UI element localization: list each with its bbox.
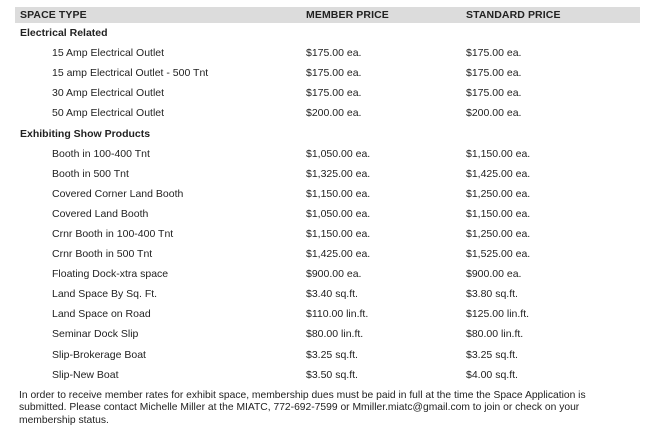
member-price-cell: $3.40 sq.ft. (306, 288, 358, 301)
standard-price-cell: $3.80 sq.ft. (466, 288, 518, 301)
table-row (15, 83, 640, 103)
standard-price-cell: $1,150.00 ea. (466, 207, 531, 220)
pricing-table (15, 7, 640, 385)
space-type-cell: 15 Amp Electrical Outlet (52, 47, 165, 60)
table-row (15, 224, 640, 244)
pricing-document (15, 7, 640, 427)
space-type-cell: 50 Amp Electrical Outlet (52, 107, 165, 120)
standard-price-cell: $1,250.00 ea. (466, 187, 531, 200)
table-header-row (15, 7, 640, 23)
standard-price-cell: $200.00 ea. (466, 107, 522, 120)
category-title: Exhibiting Show Products (20, 127, 151, 140)
category-title: Electrical Related (20, 27, 108, 40)
table-row (15, 204, 640, 224)
member-price-cell: $1,150.00 ea. (306, 187, 371, 200)
member-price-cell: $175.00 ea. (306, 47, 362, 60)
space-type-cell: 15 amp Electrical Outlet - 500 Tnt (52, 67, 209, 80)
member-price-cell: $3.25 sq.ft. (306, 348, 358, 361)
space-type-cell: Covered Corner Land Booth (52, 187, 184, 200)
table-row (15, 184, 640, 204)
standard-price-cell: $80.00 lin.ft. (466, 328, 524, 341)
category-row (15, 123, 640, 143)
standard-price-cell: $125.00 lin.ft. (466, 308, 530, 321)
table-row (15, 103, 640, 123)
space-type-cell: Seminar Dock Slip (52, 328, 139, 341)
table-row (15, 43, 640, 63)
member-price-cell: $1,050.00 ea. (306, 147, 371, 160)
space-type-cell: Booth in 500 Tnt (52, 167, 129, 180)
space-type-cell: Land Space By Sq. Ft. (52, 288, 158, 301)
standard-price-cell: $175.00 ea. (466, 47, 522, 60)
table-row (15, 304, 640, 324)
table-row (15, 63, 640, 83)
member-price-cell: $110.00 lin.ft. (306, 308, 369, 321)
space-type-cell: Booth in 100-400 Tnt (52, 147, 150, 160)
space-type-cell: 30 Amp Electrical Outlet (52, 87, 165, 100)
member-price-cell: $1,150.00 ea. (306, 227, 371, 240)
table-row (15, 244, 640, 264)
table-row (15, 324, 640, 344)
standard-price-cell: $4.00 sq.ft. (466, 368, 518, 381)
member-price-cell: $900.00 ea. (306, 268, 362, 281)
space-type-cell: Covered Land Booth (52, 207, 149, 220)
standard-price-cell: $3.25 sq.ft. (466, 348, 518, 361)
space-type-cell: Slip-New Boat (52, 368, 119, 381)
table-row (15, 264, 640, 284)
table-row (15, 365, 640, 385)
table-row (15, 345, 640, 365)
header-member-price: MEMBER PRICE (305, 7, 465, 23)
standard-price-cell: $1,525.00 ea. (466, 248, 531, 261)
header-standard-price: STANDARD PRICE (465, 7, 640, 23)
standard-price-cell: $175.00 ea. (466, 67, 522, 80)
member-price-cell: $80.00 lin.ft. (306, 328, 364, 341)
space-type-cell: Floating Dock-xtra space (52, 268, 169, 281)
standard-price-cell: $1,150.00 ea. (466, 147, 531, 160)
space-type-cell: Slip-Brokerage Boat (52, 348, 146, 361)
membership-note: In order to receive member rates for exhibit space, membership dues must be paid in full at the time the Space Application is submitted. Please contact Michelle Miller at the MIATC, 772-692-7599 or Mmiller.miatc@gmail.com to join or check on your membership status. (19, 389, 586, 426)
member-price-cell: $1,425.00 ea. (306, 248, 371, 261)
table-row (15, 284, 640, 304)
table-row (15, 144, 640, 164)
table-row (15, 164, 640, 184)
header-space-type: SPACE TYPE (15, 7, 305, 23)
member-price-cell: $3.50 sq.ft. (306, 368, 358, 381)
member-price-cell: $200.00 ea. (306, 107, 362, 120)
space-type-cell: Crnr Booth in 100-400 Tnt (52, 227, 174, 240)
standard-price-cell: $1,425.00 ea. (466, 167, 531, 180)
member-price-cell: $1,325.00 ea. (306, 167, 371, 180)
category-row (15, 23, 640, 43)
member-price-cell: $175.00 ea. (306, 67, 362, 80)
table-body (15, 23, 640, 385)
space-type-cell: Land Space on Road (52, 308, 151, 321)
standard-price-cell: $175.00 ea. (466, 87, 522, 100)
standard-price-cell: $900.00 ea. (466, 268, 522, 281)
space-type-cell: Crnr Booth in 500 Tnt (52, 248, 153, 261)
member-price-cell: $175.00 ea. (306, 87, 362, 100)
standard-price-cell: $1,250.00 ea. (466, 227, 531, 240)
member-price-cell: $1,050.00 ea. (306, 207, 371, 220)
